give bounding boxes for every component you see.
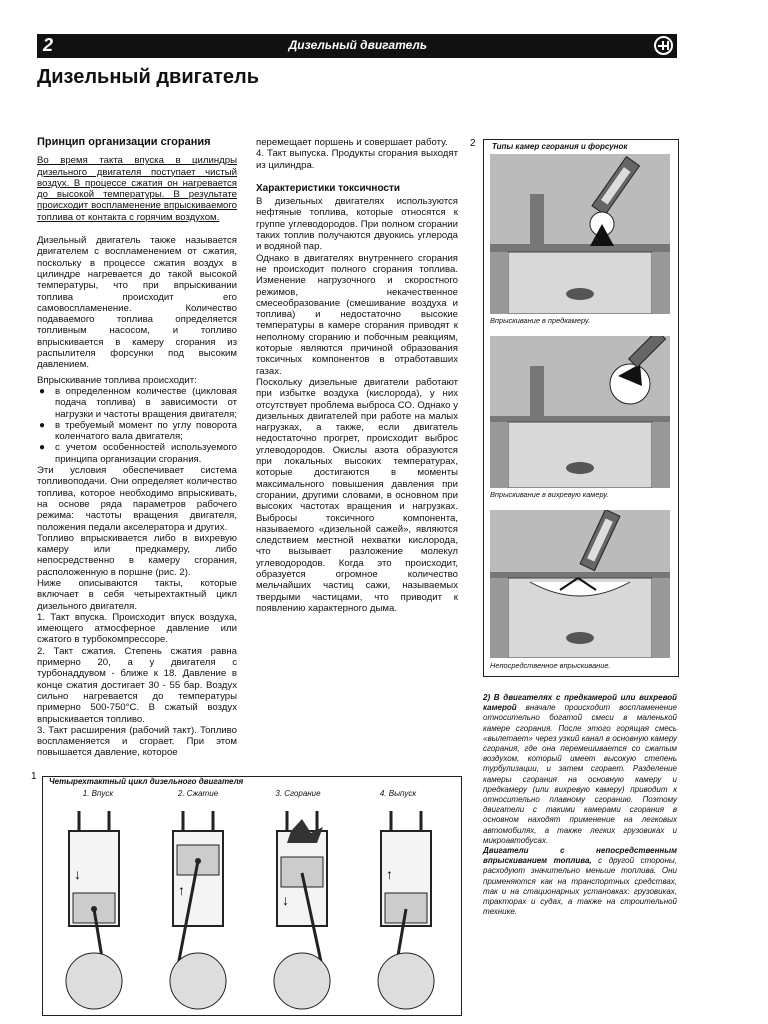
figure-caption: Впрыскивание в вихревую камеру. xyxy=(490,490,609,499)
intro-paragraph: Во время такта впуска в цилиндры дизельного двигателя поступает чистый воздух. В процессе сжатия он нагревается до высокой температуры. В результате происходит воспламенение впрыскиваемого топлива от контакта с горячим воздухом. xyxy=(37,155,237,223)
figure-title: Четырехтактный цикл дизельного двигателя xyxy=(49,777,244,786)
paragraph: 2. Такт сжатия. Степень сжатия равна примерно 20, а у двигателя с турбонаддувом - ближе к 18. Давление в конце сжатия достигает 30 - 55 бар. Воздух сильно нагревается до температуры примерно 500-750°С. В сжатый воздух впрыскивается топливо. xyxy=(37,645,237,725)
stroke-label: 3. Сгорание xyxy=(275,789,321,798)
note-bold: Двигатели с непосредственным впрыскиванием топлива, xyxy=(483,846,677,866)
paragraph: Дизельный двигатель также называется двигателем с воспламенением от сжатия, поскольку в процессе сжатия воздух в цилиндре нагревается до такой высокой температуры, что при впрыскивании топлива происходит его самовоспламенение. Количество подаваемого топлива определяется топливным насосом, и топливо впрыскивается в камеру сгорания из распылителя форсунки под высоким давлением. xyxy=(37,235,237,371)
figure-combustion-chambers xyxy=(483,139,679,677)
page-number: 2 xyxy=(43,35,54,55)
note-bold: 2) В двигателях с предкамерой или вихревой камерой xyxy=(483,693,677,713)
bosch-logo-icon xyxy=(654,36,673,55)
stroke-label: 1. Впуск xyxy=(82,789,114,798)
middle-column xyxy=(256,137,458,614)
bullet-list xyxy=(37,386,237,465)
section-heading: Характеристики токсичности xyxy=(256,182,401,194)
page-header xyxy=(37,34,677,58)
header-title: Дизельный двигатель xyxy=(288,38,427,52)
svg-text:↓: ↓ xyxy=(74,866,81,882)
figure-caption: Впрыскивание в предкамеру. xyxy=(490,316,591,325)
note-text: с другой стороны, расходуют значительно меньше топлива. Они применяются как на транспортных средствах, так и на стационарных установках: грузовиках, тракторах и судах, а также на строительной технике. xyxy=(483,856,677,917)
page-title: Дизельный двигатель xyxy=(37,66,260,88)
note-paragraph xyxy=(483,693,677,846)
list-intro: Впрыскивание топлива происходит: xyxy=(37,374,197,386)
paragraph: 1. Такт впуска. Происходит впуск воздуха, имеющего атмосферное давление или сжатого в турбокомпрессоре. xyxy=(37,611,237,646)
svg-text:↓: ↓ xyxy=(282,892,289,908)
figure-title: Типы камер сгорания и форсунок xyxy=(492,142,628,151)
svg-text:↑: ↑ xyxy=(178,882,185,898)
list-item: ● в требуемый момент по углу поворота коленчатого вала двигателя; xyxy=(55,420,237,443)
paragraph: перемещает поршень и совершает работу. xyxy=(256,137,448,148)
paragraph: Эти условия обеспечивает система топливоподачи. Они определяет количество топлива, которое необходимо впрыскивать, на основе ряда параметров рабочего режима: частоты вращения двигателя, положения педали акселератора и других. xyxy=(37,465,237,533)
prechamber-illustration xyxy=(490,154,670,314)
figure-caption: Непосредственное впрыскивание. xyxy=(490,661,611,670)
direct-injection-illustration xyxy=(490,510,670,658)
stroke-label: 4. Выпуск xyxy=(379,789,417,798)
paragraph: Поскольку дизельные двигатели работают при избытке воздуха (кислорода), у них отсутствует проблема выброса СО. Однако у дизельных двигателей при работе на малых нагрузках, а также, если двигатель недостаточно прогрет, происходит выброс углеводородов. Окислы азота образуются при локальных высоких температурах, которые достигаются в моменты максимального повышения давления при сгорании, другими словами, в основном при высоких частотах вращения и нагрузках. Выбросы токсичного компонента, называемого «дизельной сажей», являются следствием местной нехватки кислорода, что вызывает разложение молекул углеводородов. Когда это происходит, образуется огромное количество мельчайших частиц сажи, называемых твердыми частицами, что приводит к появлению характерного дыма. xyxy=(256,376,458,614)
note-paragraph xyxy=(483,846,677,917)
paragraph: Однако в двигателях внутреннего сгорания не происходит полного сгорания топлива. Изменение нагрузочного и скоростного режимов, некачественное смесеобразование (смешивание воздуха и топлива) и недостаточно высокие температуры в камере сгорания приводят к неполному сгоранию и побочным реакциям, которые являются причиной образования токсичных компонентов в отработавших газах. xyxy=(256,252,458,377)
paragraph: Топливо впрыскивается либо в вихревую камеру или предкамеру, либо непосредственно в камеру сгорания, расположенную в поршне (рис. 2). xyxy=(37,532,237,578)
figure-four-stroke-cycle xyxy=(42,776,462,1016)
paragraph: В дизельных двигателях используются нефтяные топлива, которые относятся к группе углеводородов. При полном сгорании таких топлив получаются двуокись углерода и водяной пар. xyxy=(256,196,458,253)
figure-notes xyxy=(483,693,677,917)
svg-text:↑: ↑ xyxy=(386,866,393,882)
figure-number: 1 xyxy=(31,771,37,782)
paragraph: 3. Такт расширения (рабочий такт). Топливо воспламеняется и сгорает. При этом повышается давление, которое xyxy=(37,724,237,759)
swirl-chamber-illustration xyxy=(490,336,670,488)
section-title: Принцип организации сгорания xyxy=(37,136,211,148)
paragraph: 4. Такт выпуска. Продукты сгорания выходят из цилиндра. xyxy=(256,148,458,171)
stroke-label: 2. Сжатие xyxy=(177,789,219,798)
list-item: ● с учетом особенностей используемого принципа организации сгорания. xyxy=(55,442,237,465)
engine-cycle-illustration xyxy=(43,801,461,1015)
left-column xyxy=(37,137,237,759)
list-item: ● в определенном количестве (цикловая подача топлива) в зависимости от нагрузки и частоты вращения двигателя; xyxy=(55,386,237,420)
figure-number: 2 xyxy=(470,138,476,149)
paragraph: Ниже описываются такты, которые включает в себя четырехтактный цикл дизельного двигателя. xyxy=(37,577,237,612)
note-text: вначале происходит воспламенение относительно богатой смеси в маленькой камере сгорания. После этого горящая смесь «вылетает» через узкий канал в основную камеру сгорания, где она перемешивается со сжатым воздухом, который имеет высокую степень турбулизации, и затем сгорает. Разделение камеры сгорания на основную камеру и предкамеру (или вихревую камеру) приводит к относительно плавному сгоранию. Поэтому двигатели с такими камерами сгорания в основном находят применение на легковых автомобилях, а также легких грузовиках и микроавтобусах. xyxy=(483,703,677,845)
